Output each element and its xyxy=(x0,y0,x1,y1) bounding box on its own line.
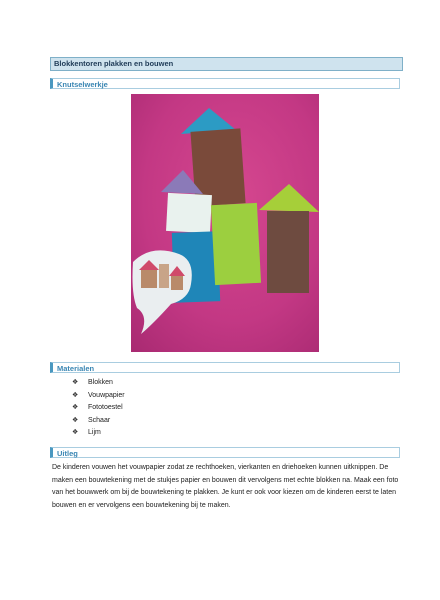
material-label: Lijm xyxy=(88,429,101,437)
material-label: Schaar xyxy=(88,416,111,424)
diamond-bullet-icon: ❖ xyxy=(72,391,79,399)
section-heading-knutselwerkje: Knutselwerkje xyxy=(50,78,400,89)
diamond-bullet-icon: ❖ xyxy=(72,404,79,412)
list-item xyxy=(72,427,125,440)
craft-photo xyxy=(131,94,319,352)
materials-list xyxy=(72,377,125,440)
material-label: Blokken xyxy=(88,379,113,386)
inset-block-center xyxy=(159,264,169,288)
green-rectangle-block xyxy=(211,203,261,285)
diamond-bullet-icon: ❖ xyxy=(72,379,79,386)
list-item xyxy=(72,402,125,415)
material-label: Fototoestel xyxy=(88,404,123,412)
list-item xyxy=(72,377,125,390)
list-item xyxy=(72,390,125,403)
document-title: Blokkentoren plakken en bouwen xyxy=(50,57,403,71)
brown-house-block xyxy=(267,211,309,293)
white-square-block xyxy=(166,193,212,233)
diamond-bullet-icon: ❖ xyxy=(72,429,79,437)
explanation-paragraph: De kinderen vouwen het vouwpapier zodat ze rechthoeken, vierkanten en driehoeken kunnen uitknippen. De maken een bouwtekening met de stukjes papier en bouwen dit vervolgens met echte blokken na. Maak een foto van het bouwwerk om bij de bouwtekening te plakken. Je kunt er ook voor kiezen om de kinderen eerst te laten bouwen en er vervolgens een bouwtekening bij te maken. xyxy=(52,464,399,509)
material-label: Vouwpapier xyxy=(88,391,125,399)
inset-block-right xyxy=(171,276,183,290)
diamond-bullet-icon: ❖ xyxy=(72,416,79,424)
section-heading-materialen: Materialen xyxy=(50,362,400,373)
inset-block-left xyxy=(141,270,157,288)
list-item xyxy=(72,415,125,428)
section-heading-uitleg: Uitleg xyxy=(50,447,400,458)
